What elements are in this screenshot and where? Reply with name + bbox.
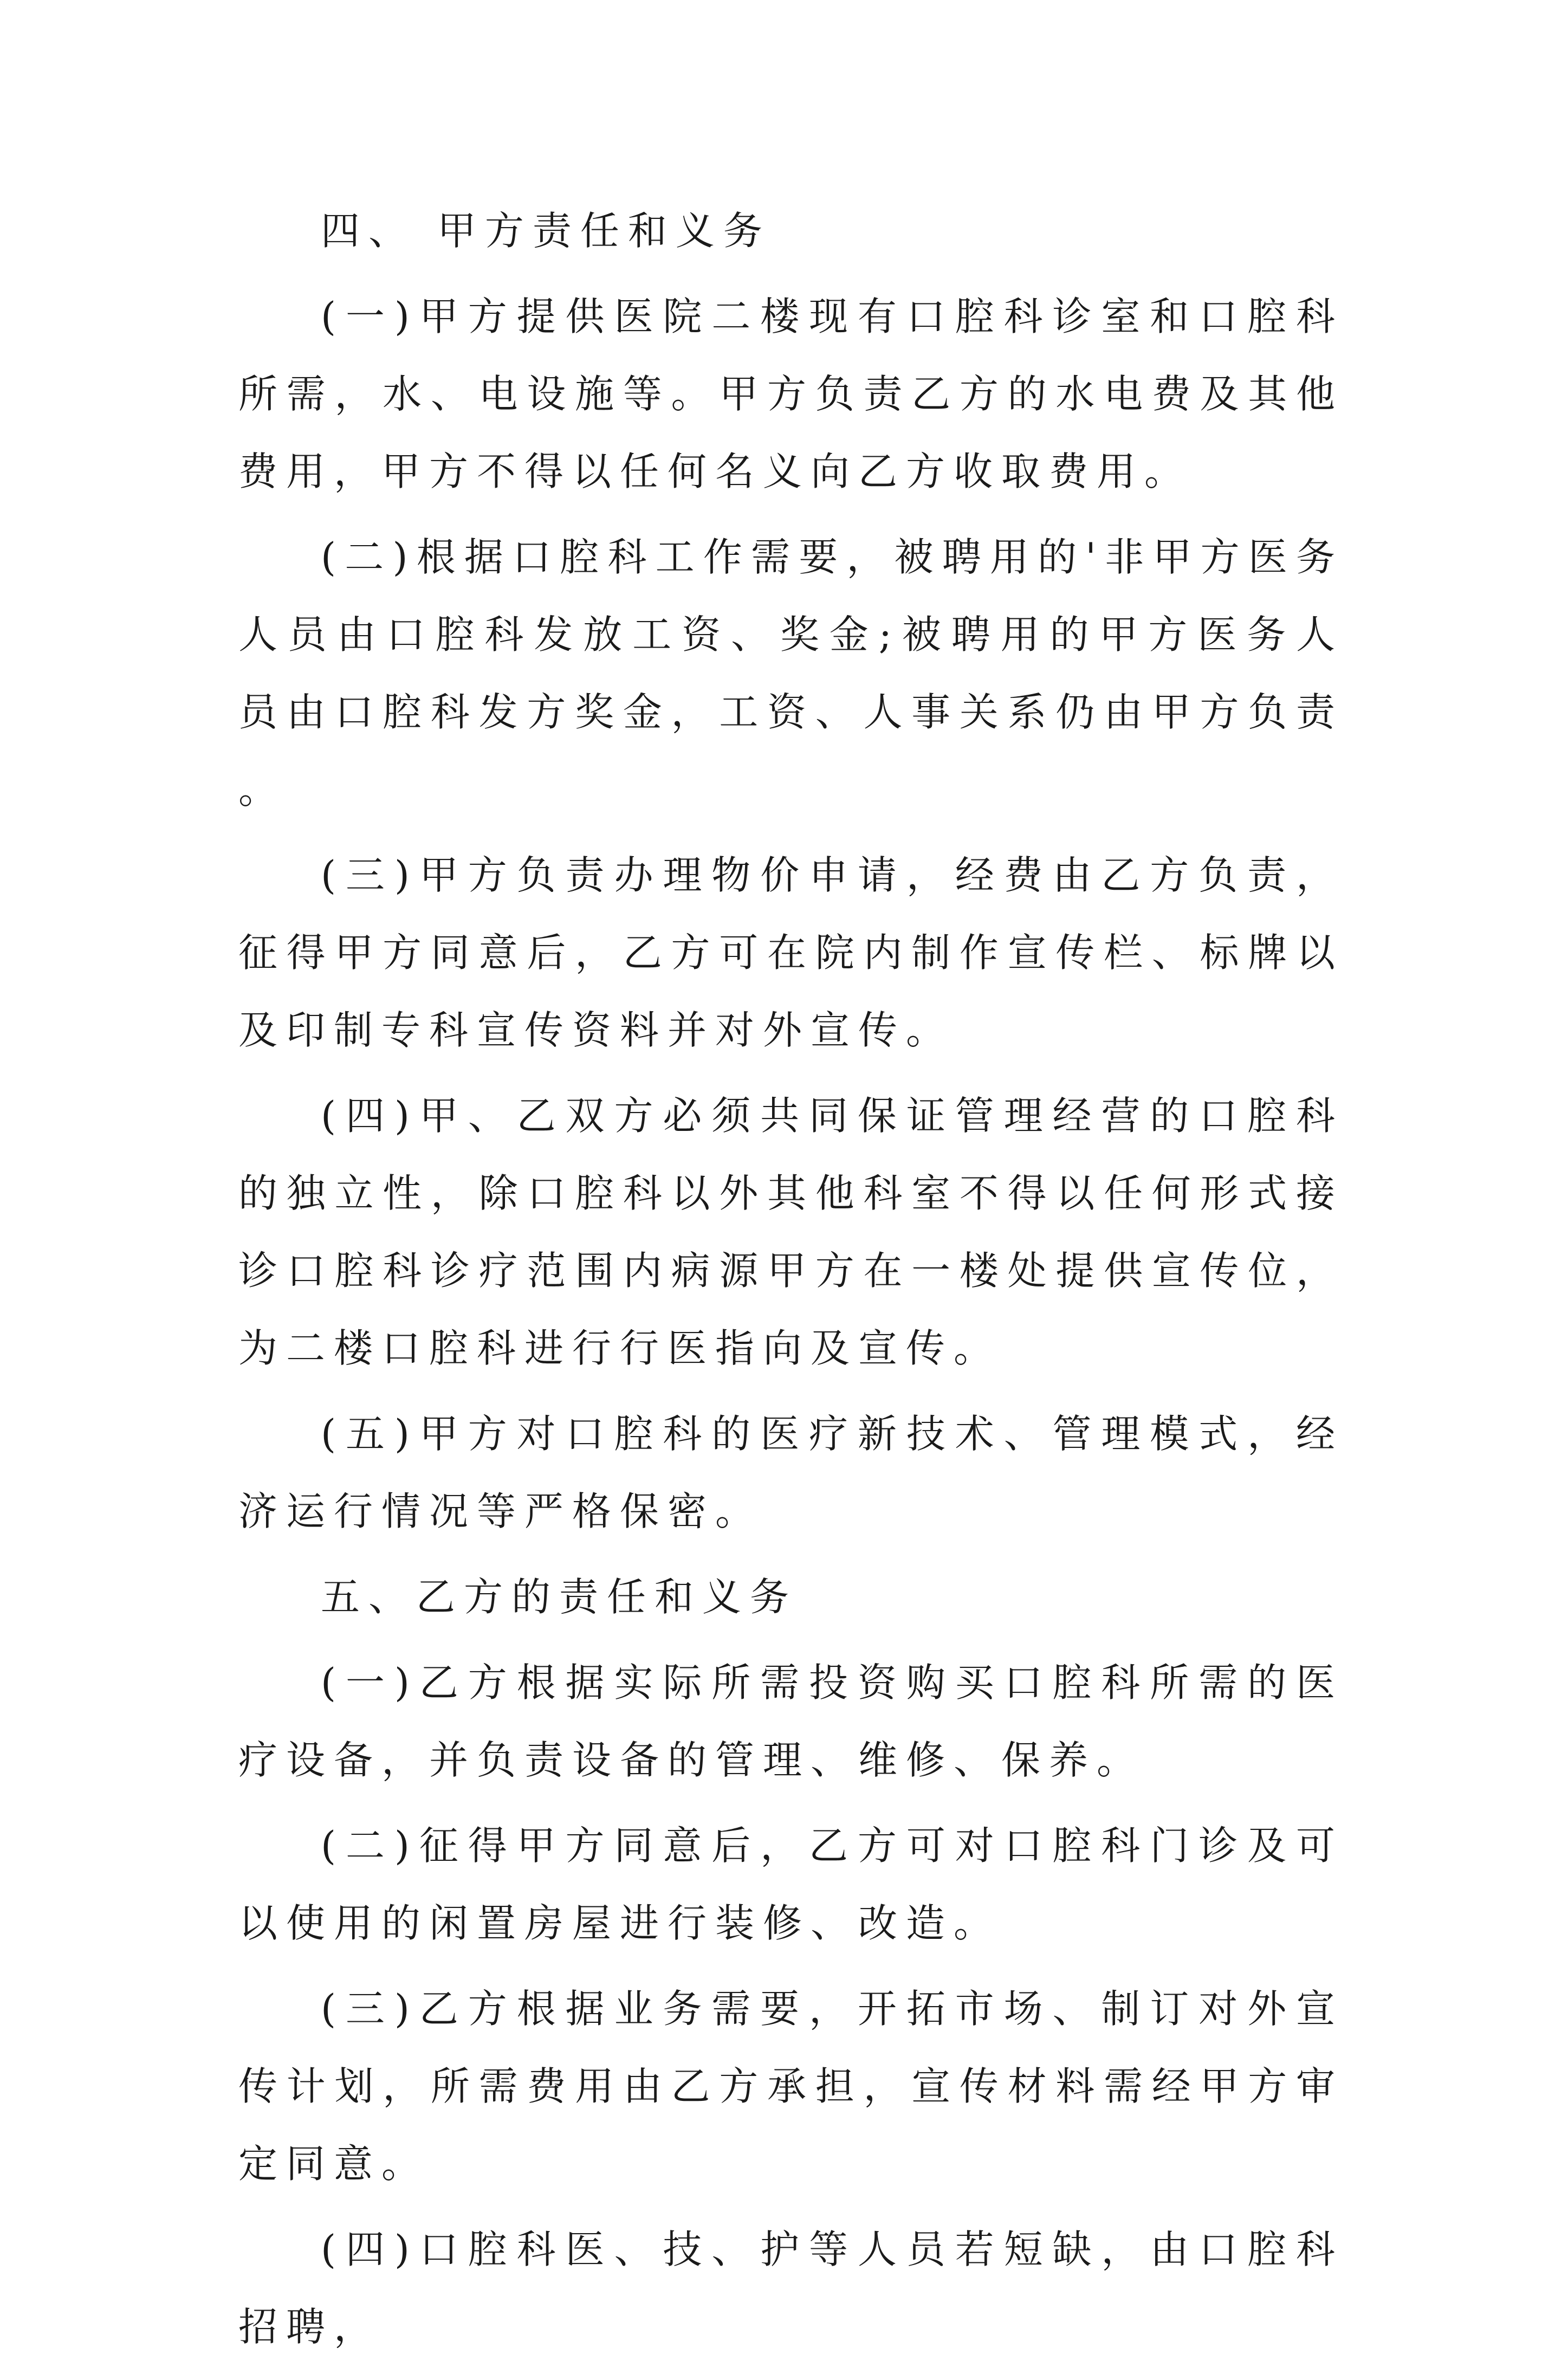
- document-body: [238, 192, 1344, 2374]
- paragraph: (四)口腔科医、技、护等人员若短缺，由口腔科招聘，: [238, 2227, 1344, 2350]
- paragraph: (五)甲方对口腔科的医疗新技术、管理模式，经济运行情况等严格保密。: [238, 1411, 1344, 1534]
- paragraph: (四)甲、乙双方必须共同保证管理经营的口腔科的独立性，除口腔科以外其他科室不得以任何形式接诊口腔科诊疗范围内病源甲方在一楼处提供宣传位，为二楼口腔科进行行医指向及宣传。: [238, 1093, 1344, 1371]
- section-heading-5: 五、乙方的责任和义务: [321, 1574, 798, 1620]
- paragraph: (二)根据口腔科工作需要，被聘用的'非甲方医务人员由口腔科发放工资、奖金;被聘用的甲方医务人员由口腔科发方奖金，工资、人事关系仍由甲方负责。: [238, 534, 1344, 812]
- section-heading-4: 四、 甲方责任和义务: [321, 208, 771, 254]
- paragraph: (三)乙方根据业务需要，开拓市场、制订对外宣传计划，所需费用由乙方承担，宣传材料需经甲方审定同意。: [238, 1986, 1344, 2187]
- paragraph: (一)乙方根据实际所需投资购买口腔科所需的医疗设备，并负责设备的管理、维修、保养。: [238, 1660, 1344, 1783]
- paragraph: (二)征得甲方同意后，乙方可对口腔科门诊及可以使用的闲置房屋进行装修、改造。: [238, 1823, 1344, 1946]
- paragraph: (三)甲方负责办理物价申请，经费由乙方负责，征得甲方同意后，乙方可在院内制作宣传栏、标牌以及印制专科宣传资料并对外宣传。: [238, 852, 1344, 1053]
- paragraph: (一)甲方提供医院二楼现有口腔科诊室和口腔科所需，水、电设施等。甲方负责乙方的水电费及其他费用，甲方不得以任何名义向乙方收取费用。: [238, 294, 1344, 494]
